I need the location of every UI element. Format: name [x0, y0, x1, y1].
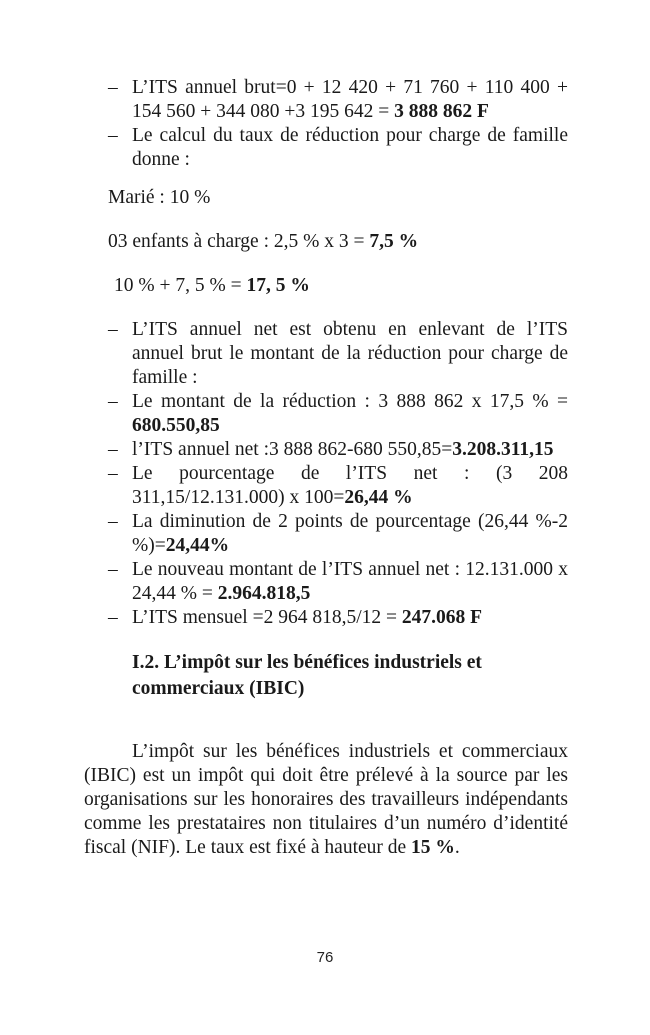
dash-bullet: – [108, 511, 118, 532]
page-content [108, 76, 568, 702]
list-item: – L’ITS annuel net est obtenu en enlevant de l’ITS annuel brut le montant de la réduction pour charge de famille : [108, 319, 568, 388]
somme-line: 10 % + 7, 5 % = 17, 5 % [114, 275, 310, 296]
list-item: – Le nouveau montant de l’ITS annuel net : 12.131.000 x 24,44 % = 2.964.818,5 [108, 559, 568, 604]
list-item: – Le montant de la réduction : 3 888 862 x 17,5 % = 680.550,85 [108, 391, 568, 436]
list-item: – Le calcul du taux de réduction pour charge de famille donne : [108, 125, 568, 170]
list-item: – La diminution de 2 points de pourcentage (26,44 %-2 %)=24,44% [108, 511, 568, 556]
dash-bullet: – [108, 319, 118, 340]
dash-bullet: – [108, 125, 118, 146]
section-heading: I.2. L’impôt sur les bénéfices industriels et commerciaux (IBIC) [132, 652, 482, 699]
dash-bullet: – [108, 391, 118, 412]
dash-bullet: – [108, 463, 118, 484]
dash-bullet: – [108, 77, 118, 98]
list-item: – l’ITS annuel net :3 888 862-680 550,85=3.208.311,15 [108, 439, 554, 460]
enfants-line: 03 enfants à charge : 2,5 % x 3 = 7,5 % [108, 231, 419, 252]
list-item: – L’ITS annuel brut=0 + 12 420 + 71 760 + 110 400 + 154 560 + 344 080 +3 195 642 = 3 888 862 F [108, 77, 568, 122]
list-item: – L’ITS mensuel =2 964 818,5/12 = 247.068 F [108, 607, 483, 628]
body-paragraph: L’impôt sur les bénéfices industriels et commerciaux (IBIC) est un impôt qui doit être prélevé à la source par les organisations sur les honoraires des travailleurs indépendants comme les prestataires non titulaires d’un numéro d’identité fiscal (NIF). Le taux est fixé à hauteur de 15 %. [84, 741, 568, 858]
list-item: – Le pourcentage de l’ITS net : (3 208 311,15/12.131.000) x 100=26,44 % [108, 463, 568, 508]
dash-bullet: – [108, 607, 118, 628]
page-number: 76 [316, 949, 334, 966]
marie-line: Marié : 10 % [108, 187, 211, 208]
dash-bullet: – [108, 559, 118, 580]
dash-bullet: – [108, 439, 118, 460]
